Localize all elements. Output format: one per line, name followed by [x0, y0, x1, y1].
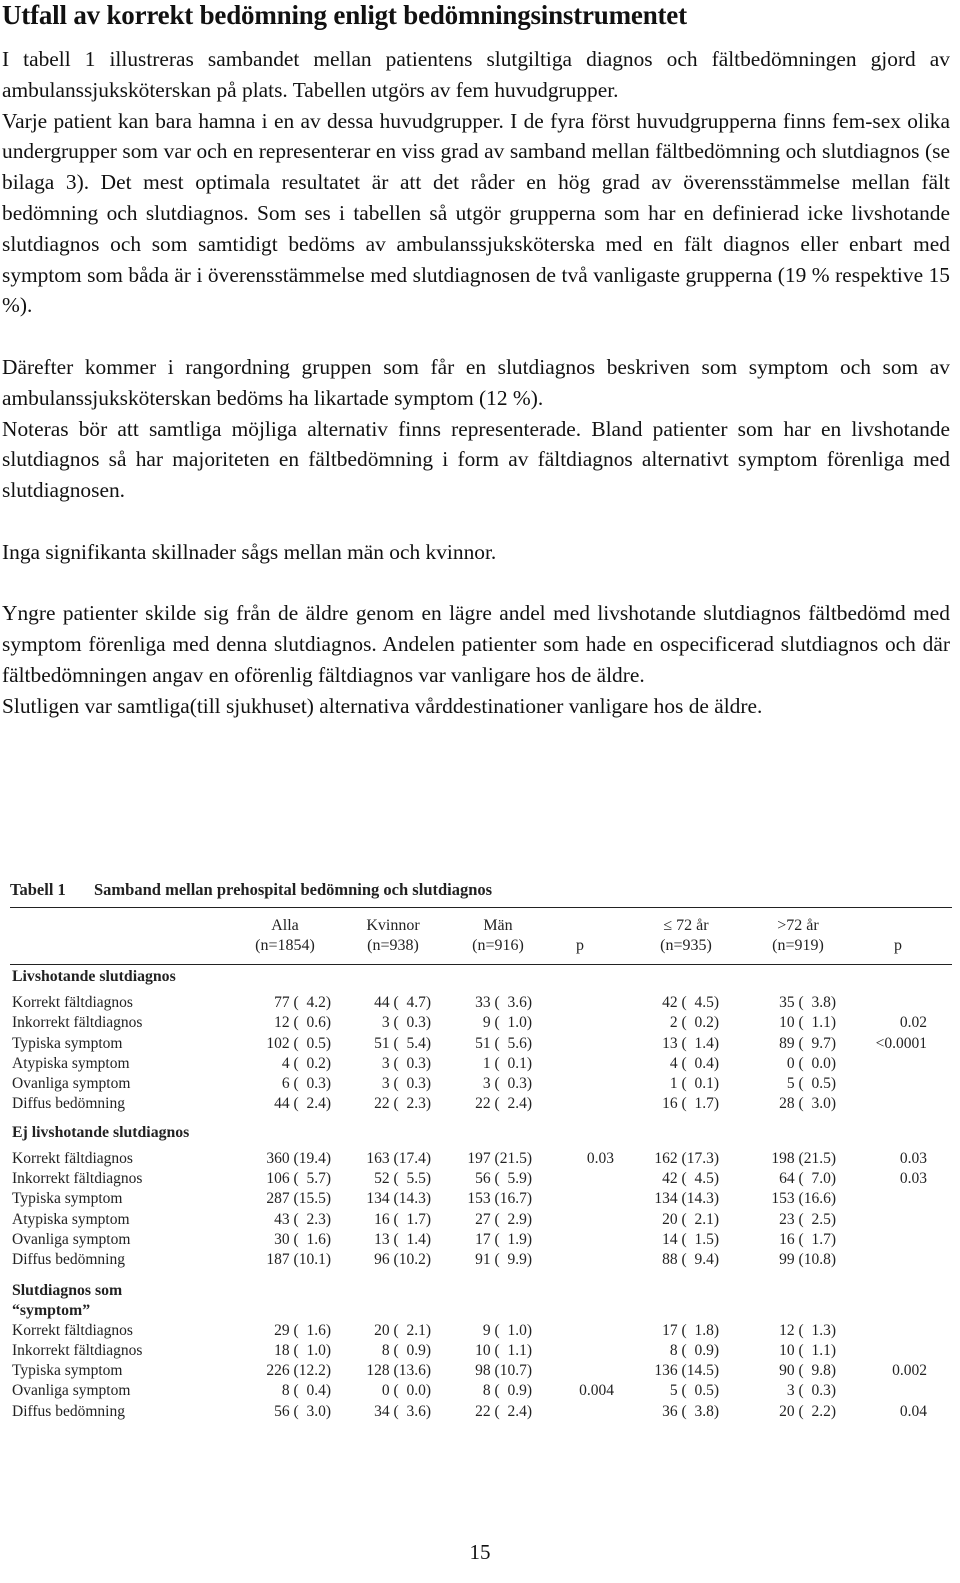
cell-p2: <0.0001 — [875, 1034, 927, 1052]
section-heading: Utfall av korrekt bedömning enligt bedömningsinstrumentet — [2, 0, 687, 30]
table-section-title — [10, 1121, 952, 1149]
cell-man: 27 ( 2.9) — [475, 1210, 532, 1228]
table-row — [10, 1169, 952, 1189]
row-label: Korrekt fältdiagnos — [12, 1149, 133, 1167]
table-row — [10, 993, 952, 1013]
paragraph: Slutligen var samtliga(till sjukhuset) alternativa vårddestinationer vanligare hos de äldre. — [2, 693, 763, 718]
cell-p2: 0.03 — [899, 1149, 927, 1167]
cell-old: 35 ( 3.8) — [779, 994, 836, 1011]
cell-man: 9 ( 1.0) — [482, 1321, 532, 1339]
cell-alla: 12 ( 0.6) — [274, 1014, 331, 1032]
cell-kvinnor: 22 ( 2.3) — [374, 1095, 431, 1113]
cell-alla: 187 (10.1) — [266, 1251, 331, 1269]
column-header-line2: (n=938) — [367, 937, 419, 954]
cell-p2: 0.02 — [899, 1014, 927, 1032]
cell-kvinnor: 20 ( 2.1) — [374, 1321, 431, 1339]
cell-alla: 30 ( 1.6) — [274, 1230, 331, 1248]
column-header-line1: >72 år — [777, 917, 819, 934]
cell-kvinnor: 3 ( 0.3) — [381, 1054, 431, 1072]
paragraph: I tabell 1 illustreras sambandet mellan patientens slutgiltiga diagnos och fältbedömningen gjord av ambulanssjuksköterskan på plats. Tabellen utgörs av fem huvudgrupper. — [2, 47, 950, 102]
paragraph: Noteras bör att samtliga möjliga alternativ finns representerade. Bland patienter som har en livshotande slutdiagnos så har majoriteten en fältbedömning i form av fältdiagnos alternativt symptom förenliga med slutdiagnosen. — [2, 416, 950, 503]
paragraph: Varje patient kan bara hamna i en av dessa huvudgrupper. I de fyra först huvudgrupperna finns fem-sex olika undergrupper som var och en representerar en viss grad av samband mellan fältbedömning och slutdiagnos (se bilaga 3). Det mest optimala resultatet är att det råder en hög grad av överensstämmelse mellan fält bedömning och slutdiagnos. Som ses i tabellen så utgör grupperna som har en definierad icke livshotande slutdiagnos och som samtidigt bedöms av ambulanssjuksköterska med en fält diagnos eller enbart med symptom som båda är i överensstämmelse med slutdiagnosen de två vanligaste grupperna (19 % respektive 15 %). — [2, 108, 950, 318]
row-label: Ovanliga symptom — [12, 1075, 131, 1093]
row-label: Typiska symptom — [12, 1190, 123, 1208]
cell-young: 36 ( 3.8) — [662, 1402, 719, 1420]
cell-alla: 77 ( 4.2) — [274, 994, 331, 1011]
cell-old: 28 ( 3.0) — [779, 1095, 836, 1113]
paragraph: Inga signifikanta skillnader sågs mellan män och kvinnor. — [2, 539, 497, 564]
section-spacer — [10, 1422, 952, 1428]
results-table — [10, 877, 952, 1428]
cell-man: 17 ( 1.9) — [475, 1230, 532, 1248]
cell-alla: 287 (15.5) — [266, 1190, 331, 1208]
paragraph: Yngre patienter skilde sig från de äldre genom en lägre andel med livshotande slutdiagnos fältbedömd med symptom förenliga med denna slutdiagnos. Andelen patienter som hade en ospecificerad slutdiagnos och där fältbedömningen angav en oförenlig fältdiagnos var vanligare hos de äldre. — [2, 601, 950, 687]
table-row — [10, 1321, 952, 1341]
table-caption-number: Tabell 1 — [10, 880, 66, 899]
row-label: Inkorrekt fältdiagnos — [12, 1170, 143, 1188]
cell-kvinnor: 16 ( 1.7) — [374, 1210, 431, 1228]
row-label: Ovanliga symptom — [12, 1382, 131, 1400]
column-header-line2: (n=1854) — [255, 937, 315, 954]
cell-p1: 0.03 — [586, 1149, 614, 1167]
cell-young: 136 (14.5) — [654, 1362, 719, 1380]
column-header — [235, 916, 335, 956]
cell-old: 153 (16.6) — [771, 1190, 836, 1208]
column-header-line1 — [530, 916, 630, 936]
cell-man: 91 ( 9.9) — [475, 1251, 532, 1269]
column-header — [748, 916, 848, 956]
cell-kvinnor: 34 ( 3.6) — [374, 1402, 431, 1420]
column-header — [848, 916, 948, 956]
cell-kvinnor: 52 ( 5.5) — [374, 1170, 431, 1188]
cell-alla: 8 ( 0.4) — [281, 1382, 331, 1400]
cell-young: 20 ( 2.1) — [662, 1210, 719, 1228]
cell-old: 0 ( 0.0) — [786, 1054, 836, 1072]
cell-young: 134 (14.3) — [654, 1190, 719, 1208]
cell-p2: 0.04 — [899, 1402, 927, 1420]
cell-alla: 360 (19.4) — [266, 1149, 331, 1167]
cell-alla: 29 ( 1.6) — [274, 1321, 331, 1339]
table-row — [10, 1250, 952, 1270]
table-row — [10, 1054, 952, 1074]
table-section-title — [10, 1277, 952, 1321]
cell-kvinnor: 8 ( 0.9) — [381, 1341, 431, 1359]
cell-alla: 106 ( 5.7) — [266, 1170, 331, 1188]
paragraph: Därefter kommer i rangordning gruppen som får en slutdiagnos beskriven som symptom och som av ambulanssjuksköterskan bedöms ha likartade symptom (12 %). — [2, 354, 950, 410]
cell-old: 89 ( 9.7) — [779, 1034, 836, 1052]
section-title-text: “symptom” — [12, 1301, 91, 1319]
cell-alla: 4 ( 0.2) — [281, 1054, 331, 1072]
cell-young: 1 ( 0.1) — [669, 1075, 719, 1093]
column-header — [530, 916, 630, 956]
cell-man: 153 (16.7) — [467, 1190, 532, 1208]
cell-old: 198 (21.5) — [771, 1149, 836, 1167]
cell-young: 42 ( 4.5) — [662, 994, 719, 1011]
cell-man: 56 ( 5.9) — [475, 1170, 532, 1188]
cell-man: 1 ( 0.1) — [482, 1054, 532, 1072]
cell-alla: 6 ( 0.3) — [281, 1075, 331, 1093]
cell-man: 51 ( 5.6) — [475, 1034, 532, 1052]
cell-young: 5 ( 0.5) — [669, 1382, 719, 1400]
cell-kvinnor: 44 ( 4.7) — [374, 994, 431, 1011]
cell-kvinnor: 3 ( 0.3) — [381, 1075, 431, 1093]
table-row — [10, 1094, 952, 1114]
column-header-line1: Kvinnor — [366, 917, 420, 934]
cell-young: 4 ( 0.4) — [669, 1054, 719, 1072]
row-label: Korrekt fältdiagnos — [12, 1321, 133, 1339]
cell-p1: 0.004 — [579, 1382, 614, 1400]
table-row — [10, 1402, 952, 1422]
cell-man: 98 (10.7) — [475, 1362, 532, 1380]
cell-kvinnor: 13 ( 1.4) — [374, 1230, 431, 1248]
cell-young: 88 ( 9.4) — [662, 1251, 719, 1269]
row-label: Korrekt fältdiagnos — [12, 994, 133, 1011]
cell-young: 42 ( 4.5) — [662, 1170, 719, 1188]
cell-kvinnor: 3 ( 0.3) — [381, 1014, 431, 1032]
cell-old: 12 ( 1.3) — [779, 1321, 836, 1339]
cell-old: 99 (10.8) — [779, 1251, 836, 1269]
column-header — [636, 916, 736, 956]
table-row — [10, 1210, 952, 1230]
column-header-line2: p — [576, 937, 584, 954]
table-row — [10, 1189, 952, 1209]
column-header-line2: (n=916) — [472, 937, 524, 954]
row-label: Atypiska symptom — [12, 1210, 130, 1228]
cell-young: 2 ( 0.2) — [669, 1014, 719, 1032]
cell-young: 8 ( 0.9) — [669, 1341, 719, 1359]
cell-p2: 0.002 — [892, 1362, 927, 1380]
table-row — [10, 1361, 952, 1381]
cell-old: 23 ( 2.5) — [779, 1210, 836, 1228]
cell-old: 10 ( 1.1) — [779, 1341, 836, 1359]
cell-young: 16 ( 1.7) — [662, 1095, 719, 1113]
cell-man: 10 ( 1.1) — [475, 1341, 532, 1359]
row-label: Typiska symptom — [12, 1362, 123, 1380]
column-header-line2: (n=919) — [772, 937, 824, 954]
table-row — [10, 1149, 952, 1169]
cell-man: 22 ( 2.4) — [475, 1402, 532, 1420]
cell-old: 3 ( 0.3) — [786, 1382, 836, 1400]
column-header-line1: Män — [483, 917, 513, 934]
row-label: Atypiska symptom — [12, 1054, 130, 1072]
table-section-title — [10, 965, 952, 993]
section-title-text: Slutdiagnos som — [12, 1281, 123, 1299]
table-row — [10, 1341, 952, 1361]
body-text — [2, 44, 950, 722]
section-title-text: Livshotande slutdiagnos — [12, 968, 176, 985]
column-header-line1: Alla — [271, 917, 299, 934]
table-header — [10, 908, 952, 964]
cell-kvinnor: 134 (14.3) — [366, 1190, 431, 1208]
cell-kvinnor: 128 (13.6) — [366, 1362, 431, 1380]
row-label: Inkorrekt fältdiagnos — [12, 1341, 143, 1359]
section-title-text: Ej livshotande slutdiagnos — [12, 1123, 190, 1141]
cell-old: 20 ( 2.2) — [779, 1402, 836, 1420]
cell-old: 10 ( 1.1) — [779, 1014, 836, 1032]
row-label: Inkorrekt fältdiagnos — [12, 1014, 143, 1032]
cell-man: 197 (21.5) — [467, 1149, 532, 1167]
row-label: Diffus bedömning — [12, 1251, 125, 1269]
column-header-line1 — [848, 916, 948, 936]
cell-old: 16 ( 1.7) — [779, 1230, 836, 1248]
cell-alla: 56 ( 3.0) — [274, 1402, 331, 1420]
cell-old: 5 ( 0.5) — [786, 1075, 836, 1093]
row-label: Typiska symptom — [12, 1034, 123, 1052]
cell-alla: 43 ( 2.3) — [274, 1210, 331, 1228]
table-caption-title: Samband mellan prehospital bedömning och slutdiagnos — [94, 880, 493, 899]
cell-young: 162 (17.3) — [654, 1149, 719, 1167]
column-header-line2: (n=935) — [660, 937, 712, 954]
cell-old: 64 ( 7.0) — [779, 1170, 836, 1188]
cell-kvinnor: 0 ( 0.0) — [381, 1382, 431, 1400]
cell-young: 14 ( 1.5) — [662, 1230, 719, 1248]
cell-alla: 18 ( 1.0) — [274, 1341, 331, 1359]
table-row — [10, 1381, 952, 1401]
cell-man: 22 ( 2.4) — [475, 1095, 532, 1113]
column-header-line1: ≤ 72 år — [663, 917, 709, 934]
column-header — [343, 916, 443, 956]
table-body — [10, 965, 952, 1428]
cell-alla: 44 ( 2.4) — [274, 1095, 331, 1113]
cell-kvinnor: 51 ( 5.4) — [374, 1034, 431, 1052]
column-header-line2: p — [894, 937, 902, 954]
table-row — [10, 1074, 952, 1094]
row-label: Ovanliga symptom — [12, 1230, 131, 1248]
table-caption — [10, 877, 952, 907]
row-label: Diffus bedömning — [12, 1402, 125, 1420]
cell-old: 90 ( 9.8) — [779, 1362, 836, 1380]
page-number: 15 — [469, 1540, 491, 1564]
cell-kvinnor: 163 (17.4) — [366, 1149, 431, 1167]
cell-alla: 102 ( 0.5) — [266, 1034, 331, 1052]
table-row — [10, 1013, 952, 1033]
row-label: Diffus bedömning — [12, 1095, 125, 1113]
table-row — [10, 1034, 952, 1054]
cell-man: 33 ( 3.6) — [475, 994, 532, 1011]
table-row — [10, 1230, 952, 1250]
cell-kvinnor: 96 (10.2) — [374, 1251, 431, 1269]
cell-young: 13 ( 1.4) — [662, 1034, 719, 1052]
cell-man: 9 ( 1.0) — [482, 1014, 532, 1032]
cell-man: 3 ( 0.3) — [482, 1075, 532, 1093]
cell-young: 17 ( 1.8) — [662, 1321, 719, 1339]
cell-p2: 0.03 — [899, 1170, 927, 1188]
cell-man: 8 ( 0.9) — [482, 1382, 532, 1400]
cell-alla: 226 (12.2) — [266, 1362, 331, 1380]
